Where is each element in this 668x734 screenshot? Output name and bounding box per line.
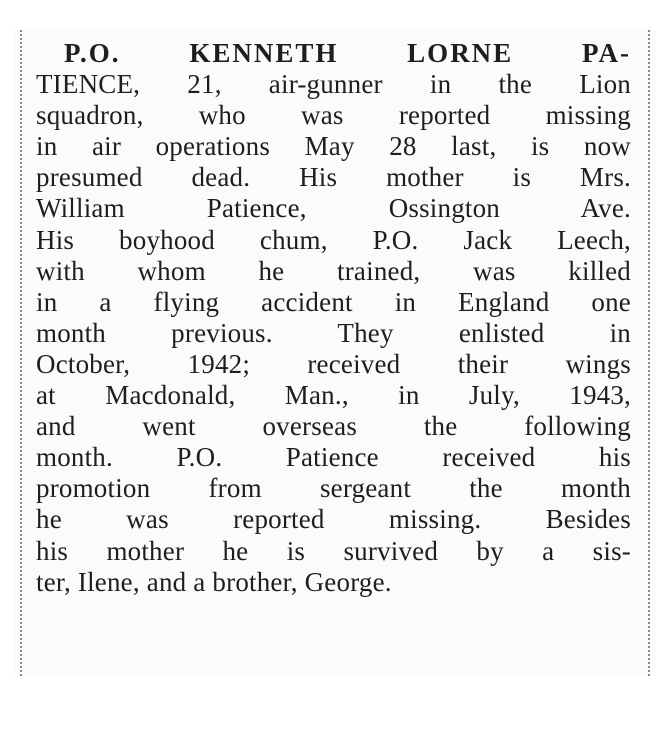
article-line-12: at Macdonald, Man., in July, 1943, xyxy=(36,380,631,411)
article-line-15: promotion from sergeant the month xyxy=(36,473,631,504)
article-line-10: month previous. They enlisted in xyxy=(36,317,631,348)
article-line-16: he was reported missing. Besides xyxy=(36,504,631,535)
article-line-3: squadron, who was reported missing xyxy=(36,100,631,131)
right-column-rule xyxy=(648,30,650,676)
article-line-8: with whom he trained, was killed xyxy=(36,255,631,286)
article-line-18: ter, Ilene, and a brother, George. xyxy=(36,566,392,597)
article-line-5: presumed dead. His mother is Mrs. xyxy=(36,162,631,193)
article-line-7: His boyhood chum, P.O. Jack Leech, xyxy=(36,224,631,255)
article-line-13: and went overseas the following xyxy=(36,411,631,442)
article-line-2: TIENCE, 21, air-gunner in the Lion xyxy=(36,69,631,100)
article-line-4: in air operations May 28 last, is now xyxy=(36,131,631,162)
article-line-14: month. P.O. Patience received his xyxy=(36,442,631,473)
article-line-11: October, 1942; received their wings xyxy=(36,348,631,379)
obituary-article xyxy=(36,38,631,598)
article-line-17: his mother he is survived by a sis- xyxy=(36,535,631,566)
left-column-rule xyxy=(20,30,22,676)
article-line-1: P.O. KENNETH LORNE PA- xyxy=(64,38,631,68)
article-line-6: William Patience, Ossington Ave. xyxy=(36,193,631,224)
article-line-9: in a flying accident in England one xyxy=(36,286,631,317)
newspaper-clipping xyxy=(14,30,656,676)
